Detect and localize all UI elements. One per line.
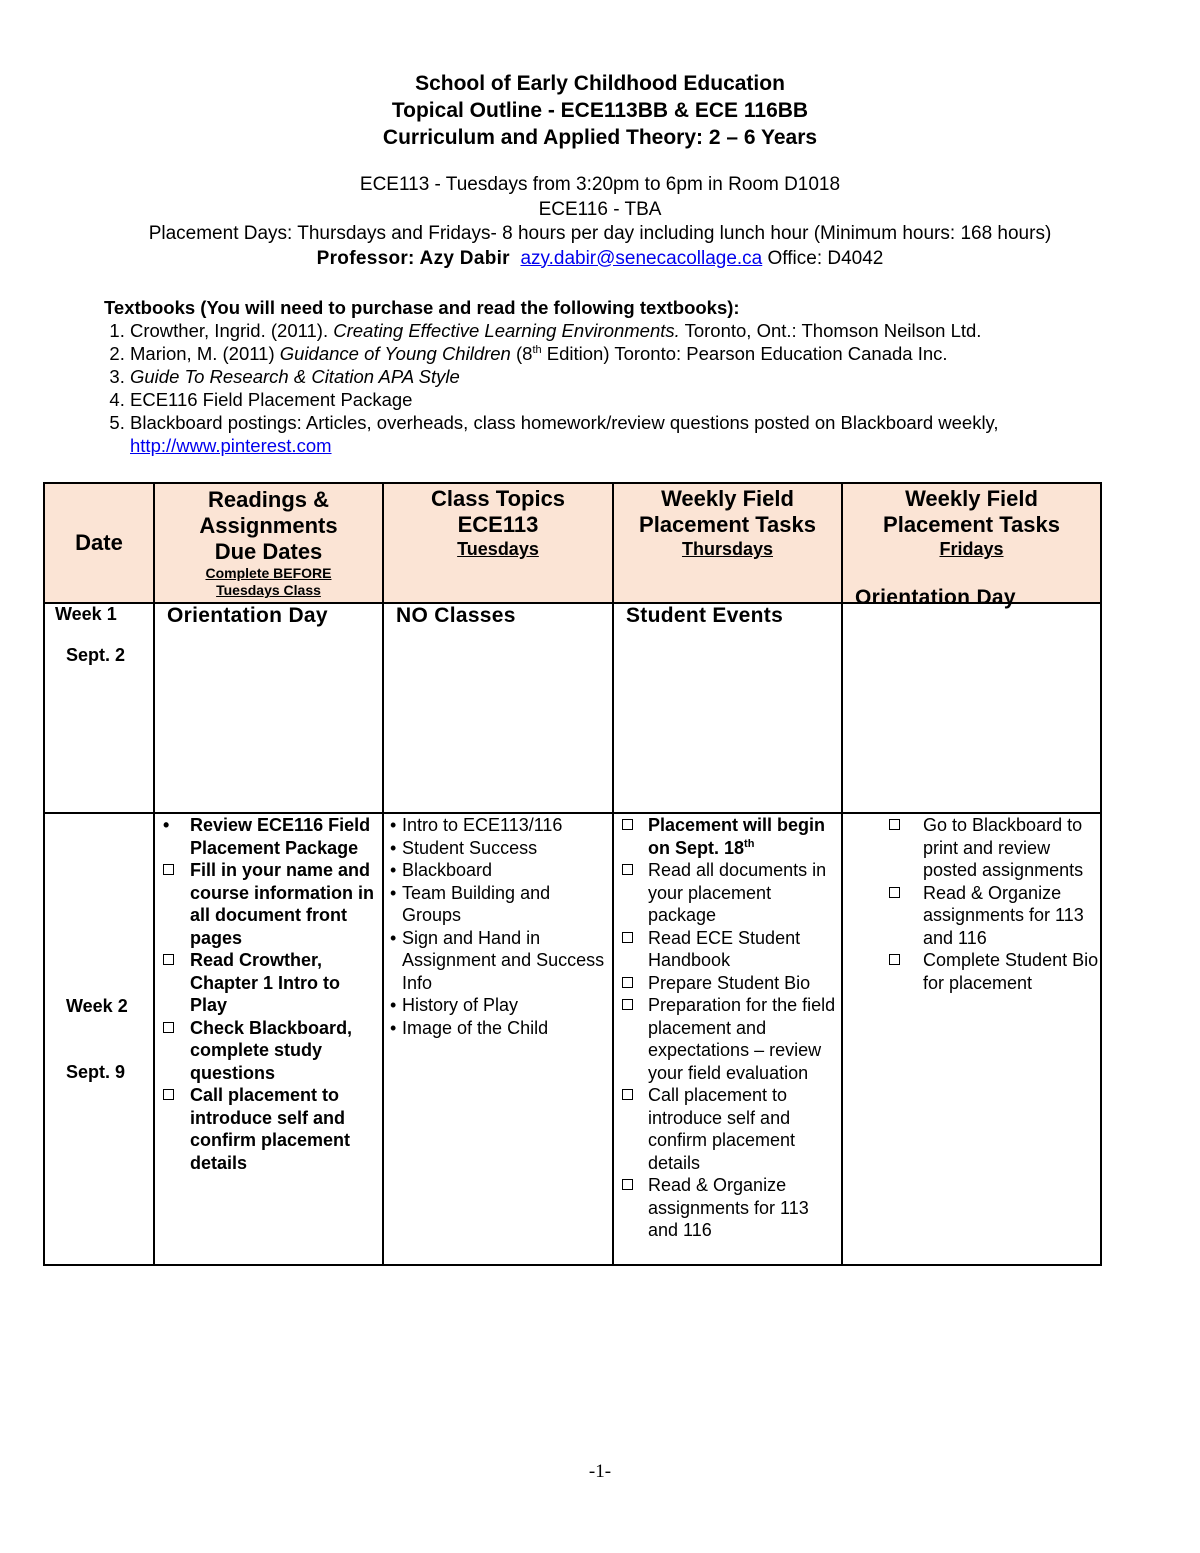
bullet-icon: • bbox=[390, 815, 397, 835]
week2-thursday bbox=[613, 813, 842, 1265]
checkbox-icon bbox=[622, 814, 633, 837]
course-info bbox=[0, 173, 1200, 271]
bullet-icon: • bbox=[390, 1017, 397, 1038]
table-row bbox=[44, 603, 1101, 813]
list-item: Preparation for the field placement and expectations – review your field evaluation bbox=[614, 994, 841, 1084]
checkbox-icon bbox=[622, 927, 633, 950]
week2-topics bbox=[383, 813, 613, 1265]
textbook-item: 1. Crowther, Ingrid. (2011). Creating Effective Learning Environments. Toronto, Ont.: Thomson Neilson Ltd. bbox=[130, 319, 1104, 342]
bullet-icon: • bbox=[390, 995, 397, 1015]
checkbox-icon bbox=[163, 1084, 174, 1107]
week2-readings bbox=[154, 813, 383, 1265]
list-item: • Student Success bbox=[390, 837, 538, 858]
school-title: School of Early Childhood Education bbox=[415, 72, 785, 95]
list-item: Call placement to introduce self and confirm placement details bbox=[614, 1084, 841, 1174]
checkbox-icon bbox=[163, 1017, 174, 1040]
week2-friday bbox=[842, 813, 1101, 1265]
textbooks-list bbox=[104, 319, 1104, 457]
checkbox-icon bbox=[889, 949, 900, 972]
topical-outline-table bbox=[43, 482, 1102, 1266]
pinterest-link[interactable]: http://www.pinterest.com bbox=[130, 435, 332, 456]
textbooks-heading: Textbooks (You will need to purchase and read the following textbooks): bbox=[104, 297, 740, 318]
table-header-row bbox=[44, 483, 1101, 603]
list-item: • Image of the Child bbox=[390, 1017, 549, 1038]
list-item: Fill in your name and course information in all document front pages bbox=[155, 859, 382, 949]
week1-friday: Orientation Day bbox=[842, 603, 1101, 813]
checkbox-icon bbox=[163, 859, 174, 882]
list-item: Read ECE Student Handbook bbox=[614, 927, 841, 972]
list-item: Read & Organize assignments for 113 and 116 bbox=[614, 1174, 841, 1242]
header-friday-tasks: Weekly Field Placement Tasks Fridays bbox=[842, 483, 1101, 603]
textbook-item: 5. Blackboard postings: Articles, overheads, class homework/review questions posted on Blackboard weekly, http://www.pinterest.com bbox=[130, 411, 1104, 457]
list-item: Go to Blackboard to print and review posted assignments bbox=[843, 814, 1100, 882]
checkbox-icon bbox=[163, 949, 174, 972]
week1-thursday: Student Events bbox=[613, 603, 842, 813]
header-class-topics: Class Topics ECE113 Tuesdays bbox=[383, 483, 613, 603]
outline-title: Topical Outline - ECE113BB & ECE 116BB bbox=[391, 99, 809, 122]
textbook-item: 3. Guide To Research & Citation APA Style bbox=[130, 365, 1104, 388]
header-readings: Readings & Assignments Due Dates Complete BEFORE Tuesdays Class bbox=[154, 483, 383, 603]
list-item: Read all documents in your placement package bbox=[614, 859, 841, 927]
ece116-schedule: ECE116 - TBA bbox=[538, 198, 662, 220]
list-item: Prepare Student Bio bbox=[614, 972, 841, 995]
office-location: Office: D4042 bbox=[767, 247, 884, 269]
header-thursday-tasks: Weekly Field Placement Tasks Thursdays bbox=[613, 483, 842, 603]
list-item: • History of Play bbox=[390, 995, 519, 1015]
list-item: Call placement to introduce self and confirm placement details bbox=[155, 1084, 382, 1174]
list-item: Placement will begin on Sept. 18th bbox=[614, 814, 841, 859]
checkbox-icon bbox=[622, 972, 633, 995]
professor-email-link[interactable]: azy.dabir@senecacollage.ca bbox=[520, 247, 763, 269]
checkbox-icon bbox=[889, 882, 900, 905]
list-item: • Review ECE116 Field Placement Package bbox=[163, 815, 371, 858]
checkbox-icon bbox=[889, 814, 900, 837]
textbooks-section bbox=[104, 296, 1104, 457]
document-header bbox=[0, 70, 1200, 271]
checkbox-icon bbox=[622, 859, 633, 882]
week1-date-cell: Week 1 Sept. 2 bbox=[44, 603, 154, 813]
course-title: Curriculum and Applied Theory: 2 – 6 Years bbox=[382, 126, 818, 149]
header-date: Date bbox=[44, 483, 154, 603]
list-item: • Blackboard bbox=[390, 860, 493, 880]
textbook-item: 2. Marion, M. (2011) Guidance of Young Children (8th Edition) Toronto: Pearson Education Canada Inc. bbox=[130, 342, 1104, 365]
week1-topics: NO Classes bbox=[383, 603, 613, 813]
list-item: Read Crowther, Chapter 1 Intro to Play bbox=[155, 949, 382, 1017]
professor-name: Professor: Azy Dabir bbox=[316, 247, 510, 269]
bullet-icon: • bbox=[390, 837, 397, 858]
list-item: • Sign and Hand in Assignment and Success Info bbox=[390, 927, 605, 993]
week2-date-cell: Week 2 Sept. 9 bbox=[44, 813, 154, 1265]
checkbox-icon bbox=[622, 1174, 633, 1197]
list-item: • Team Building and Groups bbox=[390, 882, 551, 925]
page-number: -1- bbox=[588, 1461, 612, 1482]
list-item: Complete Student Bio for placement bbox=[843, 949, 1100, 994]
checkbox-icon bbox=[622, 994, 633, 1017]
week1-readings: Orientation Day bbox=[154, 603, 383, 813]
checkbox-icon bbox=[622, 1084, 633, 1107]
list-item: • Intro to ECE113/116 bbox=[390, 815, 563, 835]
bullet-icon: • bbox=[390, 860, 397, 880]
placement-days: Placement Days: Thursdays and Fridays- 8 hours per day including lunch hour (Minimum hours: 168 hours) bbox=[148, 223, 1052, 244]
textbook-item: 4. ECE116 Field Placement Package bbox=[130, 388, 1104, 411]
professor-line bbox=[0, 247, 1200, 272]
table-row bbox=[44, 813, 1101, 1265]
ece113-schedule: ECE113 - Tuesdays from 3:20pm to 6pm in Room D1018 bbox=[359, 174, 841, 195]
bullet-icon: • bbox=[390, 882, 397, 903]
list-item: Check Blackboard, complete study questions bbox=[155, 1017, 382, 1085]
bullet-icon: • bbox=[390, 927, 397, 948]
list-item: Read & Organize assignments for 113 and 116 bbox=[843, 882, 1100, 950]
bullet-icon: • bbox=[163, 815, 170, 835]
